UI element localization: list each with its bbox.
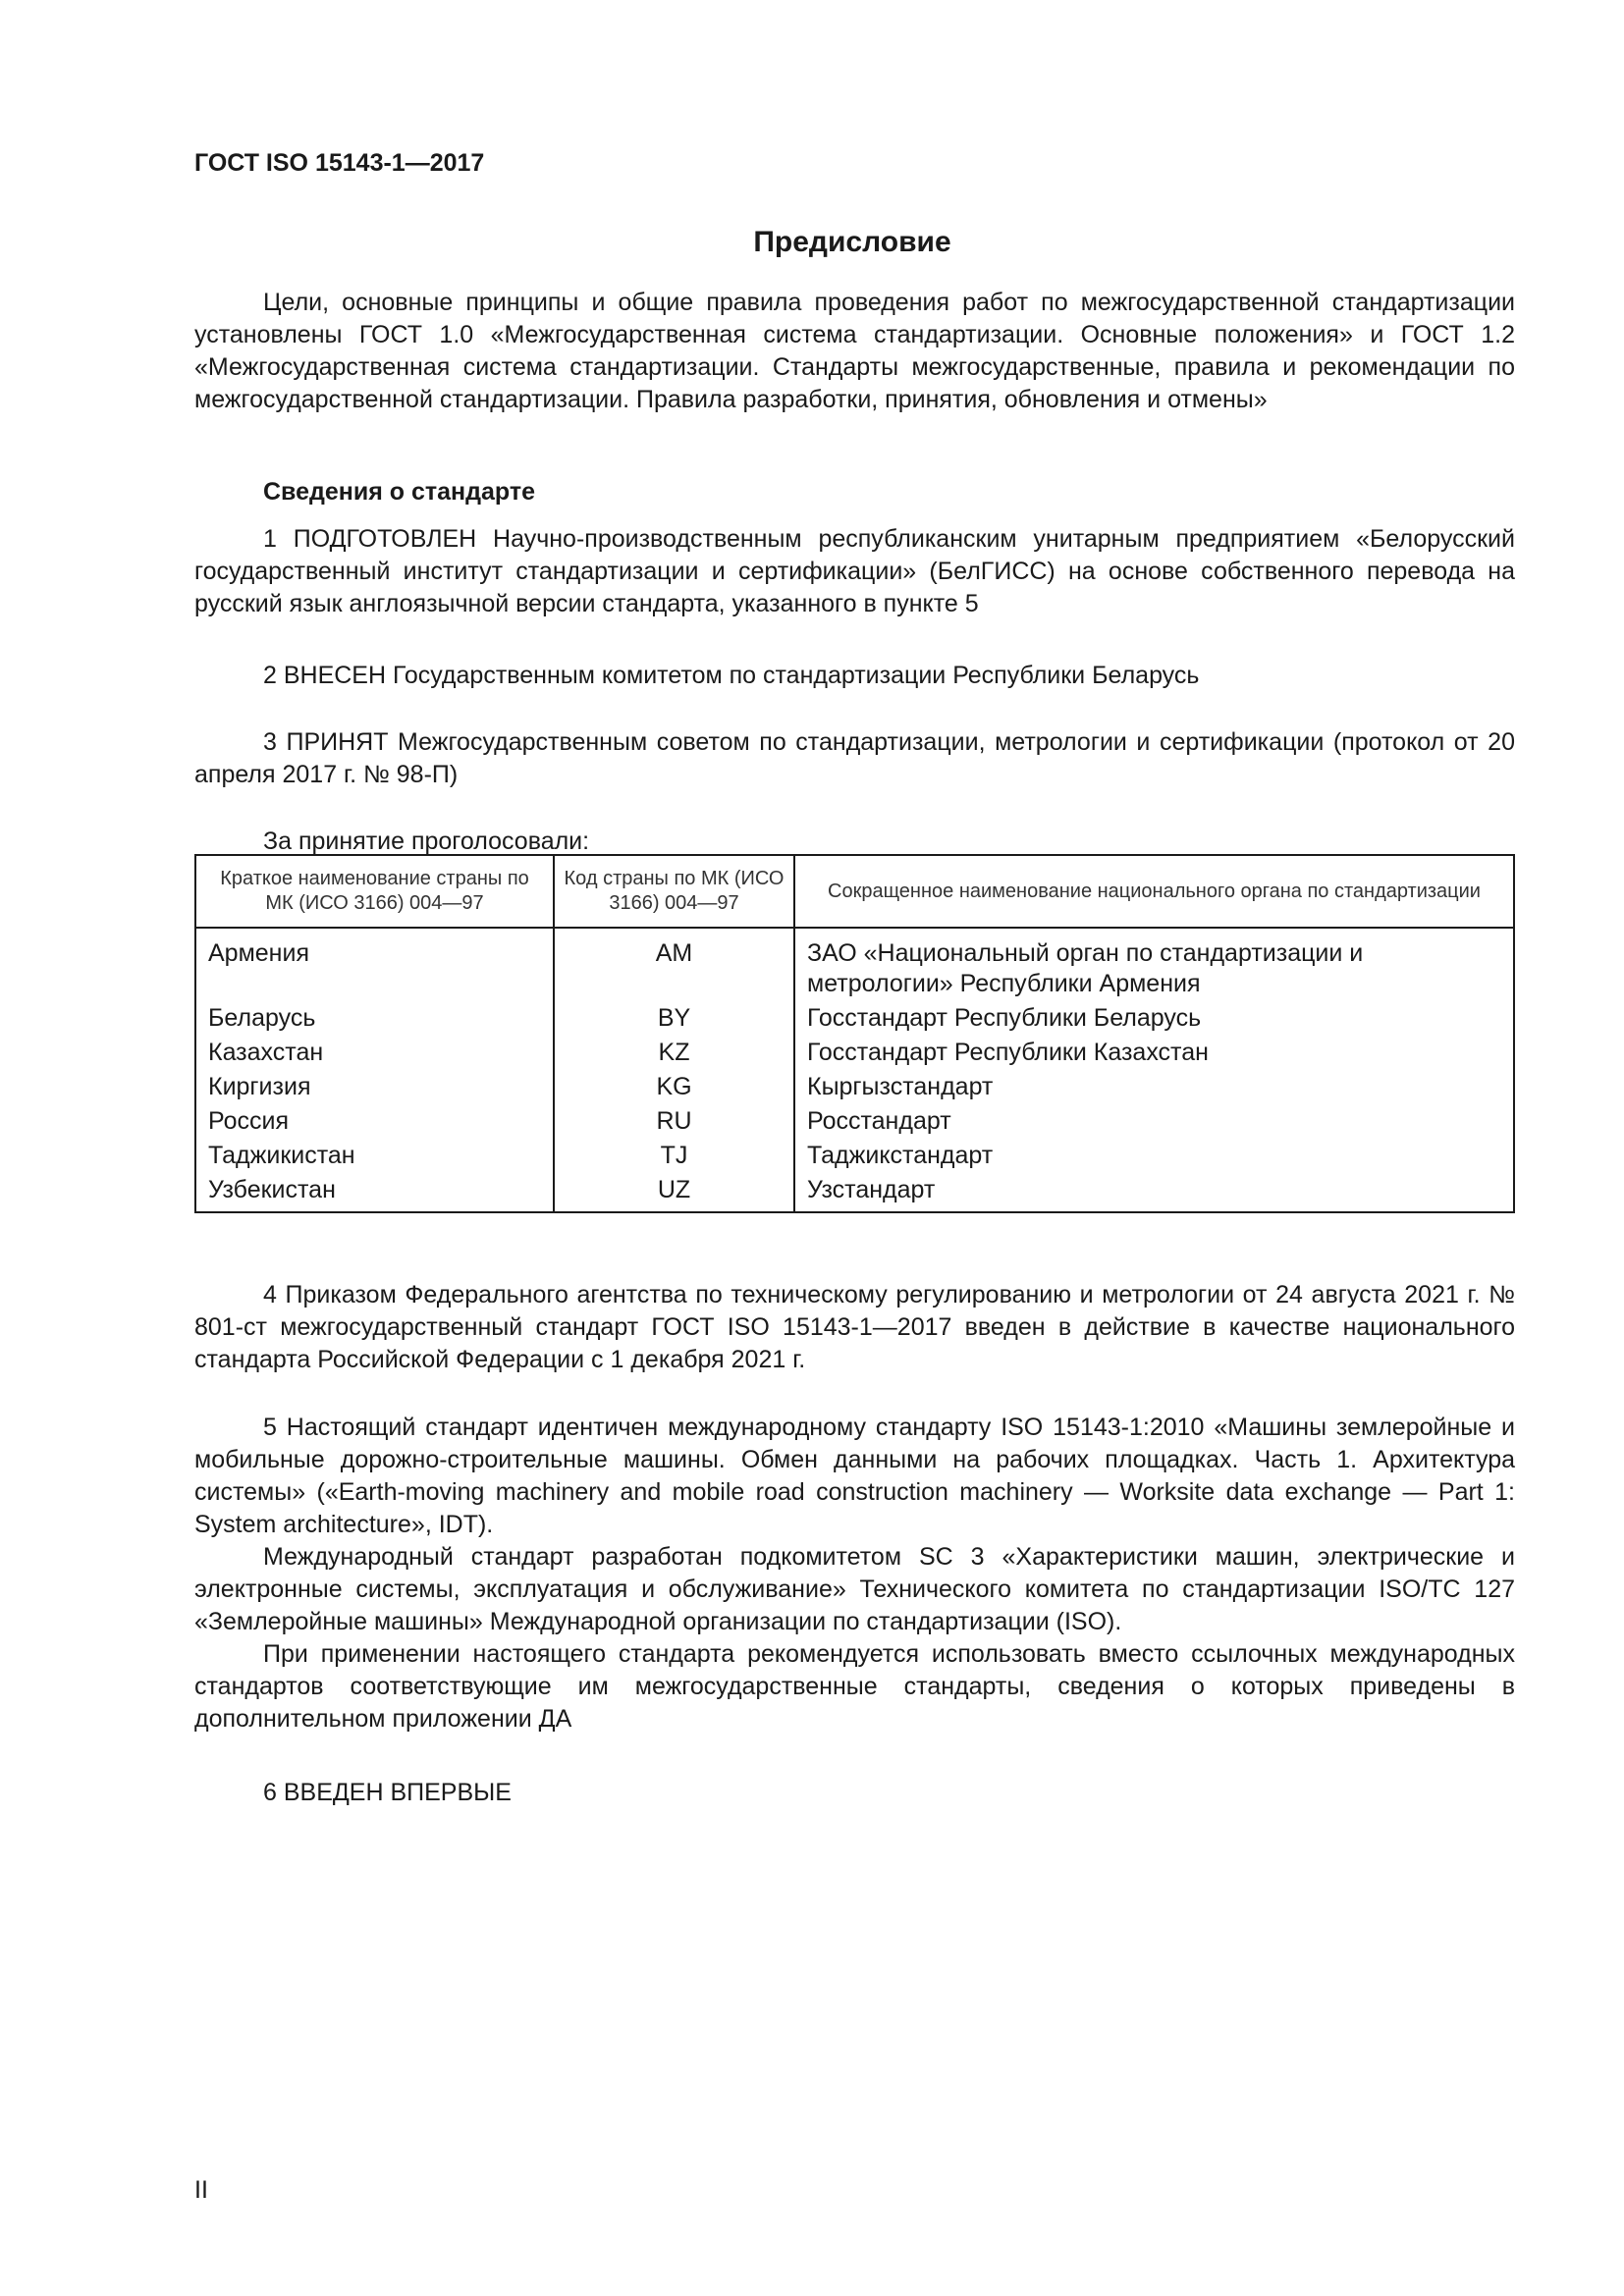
body-cell: Таджикстандарт [794,1139,1514,1173]
body-cell: Госстандарт Республики Казахстан [794,1036,1514,1070]
standard-info-heading: Сведения о стандарте [263,478,536,506]
body-cell: Росстандарт [794,1104,1514,1139]
country-cell: Армения [195,928,554,1001]
item-5-paragraph-3: При применении настоящего стандарта рекомендуется использовать вместо ссылочных международных стандартов соответствующие им межгосударственные стандарты, сведения о которых приведены в дополнительном приложении ДА [194,1640,1515,1733]
item-3-paragraph: 3 ПРИНЯТ Межгосударственным советом по стандартизации, метрологии и сертификации (протокол от 20 апреля 2017 г. № 98-П) [194,728,1515,788]
item-1-paragraph: 1 ПОДГОТОВЛЕН Научно-производственным республиканским унитарным предприятием «Белорусский государственный институт стандартизации и сертификации» (БелГИСС) на основе собственного перевода на русский язык англоязычной версии стандарта, указанного в пункте 5 [194,525,1515,617]
country-cell: Казахстан [195,1036,554,1070]
code-cell: KG [554,1070,794,1104]
table-row [195,1001,1514,1036]
header-country-code: Код страны по МК (ИСО 3166) 004—97 [554,855,794,928]
item-4-block [194,1279,1515,1376]
table-header-row [195,855,1514,928]
country-cell: Таджикистан [195,1139,554,1173]
table-row [195,1173,1514,1212]
item-5-paragraph-1: 5 Настоящий стандарт идентичен международному стандарту ISO 15143-1:2010 «Машины землеройные и мобильные дорожно-строительные машины. Обмен данными на рабочих площадках. Часть 1. Архитектура системы» («Earth-moving machinery and mobile road construction machinery — Worksite data exchange — Part 1: System architecture», IDT). [194,1414,1515,1538]
table-row [195,1070,1514,1104]
code-cell: AM [554,928,794,1001]
intro-paragraph-block [194,287,1515,416]
header-country-name: Краткое наименование страны по МК (ИСО 3166) 004—97 [195,855,554,928]
page-title: Предисловие [753,226,951,258]
item-2-block [194,660,1515,692]
table-row [195,1139,1514,1173]
table-row [195,1104,1514,1139]
item-4-paragraph: 4 Приказом Федерального агентства по техническому регулированию и метрологии от 24 августа 2021 г. № 801-ст межгосударственный стандарт ГОСТ ISO 15143-1—2017 введен в действие в качестве национального стандарта Российской Федерации с 1 декабря 2021 г. [194,1281,1515,1373]
header-national-body: Сокращенное наименование национального органа по стандартизации [794,855,1514,928]
country-cell: Узбекистан [195,1173,554,1212]
code-cell: UZ [554,1173,794,1212]
code-cell: BY [554,1001,794,1036]
body-cell: ЗАО «Национальный орган по стандартизации и метрологии» Республики Армения [794,928,1514,1001]
code-cell: KZ [554,1036,794,1070]
item-5-block [194,1412,1515,1735]
item-5-paragraph-2: Международный стандарт разработан подкомитетом SC 3 «Характеристики машин, электрические и электронные системы, эксплуатация и обслуживание» Технического комитета по стандартизации ISO/TC 127 «Землеройные машины» Международной организации по стандартизации (ISO). [194,1543,1515,1635]
code-cell: TJ [554,1139,794,1173]
country-cell: Россия [195,1104,554,1139]
item-1-block [194,523,1515,620]
table-row [195,1036,1514,1070]
item-6-paragraph: 6 ВВЕДЕН ВПЕРВЫЕ [263,1779,512,1806]
body-cell: Узстандарт [794,1173,1514,1212]
table-row [195,928,1514,1001]
body-cell: Кыргызстандарт [794,1070,1514,1104]
voted-label: За принятие проголосовали: [263,828,590,855]
item-2-paragraph: 2 ВНЕСЕН Государственным комитетом по стандартизации Республики Беларусь [263,662,1200,689]
intro-paragraph: Цели, основные принципы и общие правила проведения работ по межгосударственной стандартизации установлены ГОСТ 1.0 «Межгосударственная система стандартизации. Основные положения» и ГОСТ 1.2 «Межгосударственная система стандартизации. Стандарты межгосударственные, правила и рекомендации по межгосударственной стандартизации. Правила разработки, принятия, обновления и отмены» [194,289,1515,413]
country-cell: Киргизия [195,1070,554,1104]
document-id-header: ГОСТ ISO 15143-1—2017 [194,149,485,177]
code-cell: RU [554,1104,794,1139]
country-cell: Беларусь [195,1001,554,1036]
item-3-block [194,726,1515,791]
page-number: II [194,2176,208,2204]
voting-table [194,854,1515,1213]
body-cell: Госстандарт Республики Беларусь [794,1001,1514,1036]
